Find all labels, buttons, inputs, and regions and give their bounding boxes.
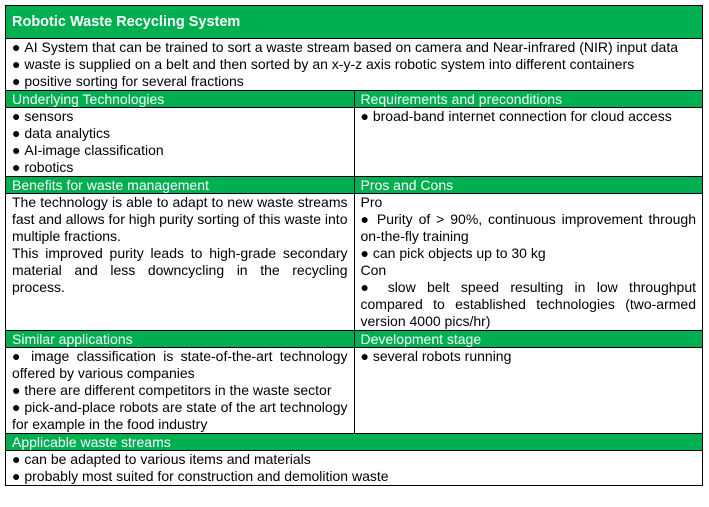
summary-item: ● waste is supplied on a belt and then sorted by an x-y-z axis robotic system into different containers	[12, 56, 696, 73]
benefits-header: Benefits for waste management	[6, 177, 355, 194]
summary-item: ● AI System that can be trained to sort a waste stream based on camera and Near-infrared (NIR) input data	[12, 39, 696, 56]
con-label: Con	[360, 262, 387, 278]
pros-cons-cell	[354, 194, 703, 331]
benefits-paragraph: This improved purity leads to high-grade secondary material and less downcycling in the recycling process.	[12, 245, 348, 295]
pro-label: Pro	[360, 194, 383, 210]
pro-item: ● can pick objects up to 30 kg	[361, 245, 697, 262]
similar-applications-cell	[6, 348, 355, 434]
similar-item: ● there are different competitors in the waste sector	[12, 382, 348, 399]
development-item: ● several robots running	[361, 348, 697, 365]
waste-streams-cell	[6, 451, 703, 486]
underlying-technologies-cell	[6, 108, 355, 177]
technology-item: ● robotics	[12, 159, 348, 176]
similar-item: ● pick-and-place robots are state of the art technology for example in the food industry	[12, 399, 348, 433]
requirements-cell	[354, 108, 703, 177]
benefits-paragraph: The technology is able to adapt to new waste streams fast and allows for high purity sorting of this waste into multiple fractions.	[12, 194, 348, 244]
technology-item: ● AI-image classification	[12, 142, 348, 159]
info-sheet	[5, 5, 703, 486]
document-title: Robotic Waste Recycling System	[6, 6, 703, 39]
underlying-technologies-header: Underlying Technologies	[6, 91, 355, 108]
similar-item: ● image classification is state-of-the-art technology offered by various companies	[12, 348, 348, 382]
development-stage-cell	[354, 348, 703, 434]
info-table	[5, 5, 703, 486]
technology-item: ● data analytics	[12, 125, 348, 142]
con-item: ● slow belt speed resulting in low throughput compared to established technologies (two-armed version 4000 pics/hr)	[361, 279, 697, 330]
waste-streams-header: Applicable waste streams	[6, 434, 703, 451]
technology-item: ● sensors	[12, 108, 348, 125]
waste-stream-item: ● probably most suited for construction and demolition waste	[12, 468, 696, 485]
summary-cell	[6, 39, 703, 91]
pro-item: ● Purity of > 90%, continuous improvement through on-the-fly training	[361, 211, 697, 245]
waste-stream-item: ● can be adapted to various items and materials	[12, 451, 696, 468]
summary-item: ● positive sorting for several fractions	[12, 73, 696, 90]
benefits-cell	[6, 194, 355, 331]
similar-applications-header: Similar applications	[6, 331, 355, 348]
development-stage-header: Development stage	[354, 331, 703, 348]
requirement-item: ● broad-band internet connection for cloud access	[361, 108, 697, 125]
pros-cons-header: Pros and Cons	[354, 177, 703, 194]
requirements-header: Requirements and preconditions	[354, 91, 703, 108]
